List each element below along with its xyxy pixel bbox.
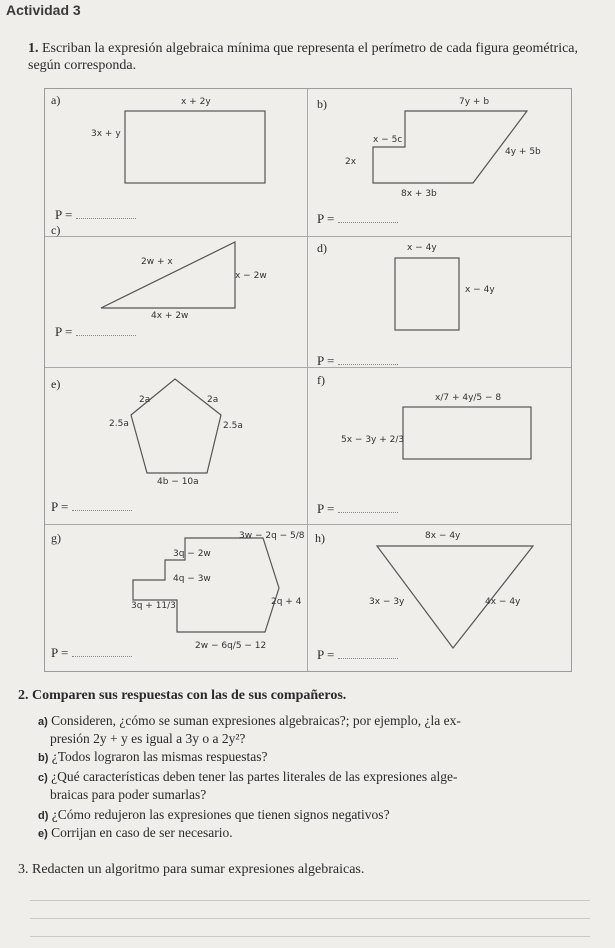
question-3-number: 3. xyxy=(18,862,29,877)
answer-line xyxy=(30,900,590,901)
figure-e-right-label: 2.5a xyxy=(223,421,243,431)
question-2-item: e) Corrijan en caso de ser necesario. xyxy=(38,825,233,840)
question-2-item: b) ¿Todos lograron las mismas respuestas? xyxy=(38,749,268,764)
figure-e-top-right-label: 2a xyxy=(207,395,219,405)
figure-e-perimeter: P = xyxy=(51,499,132,515)
figure-g-bottom-label: 2w − 6q/5 − 12 xyxy=(195,641,267,651)
question-2-number: 2. xyxy=(18,688,29,703)
figure-d-right-label: x − 4y xyxy=(465,285,495,295)
figure-b-perimeter: P = xyxy=(317,211,398,227)
figure-g-top-label: 3w − 2q − 5/8 xyxy=(239,531,305,541)
figure-g-letter: g) xyxy=(51,531,61,545)
figure-b-upper-left-label: x − 5c xyxy=(373,135,403,145)
question-2-item: d) ¿Cómo redujeron las expresiones que tienen signos negativos? xyxy=(38,807,390,822)
figure-a-letter: a) xyxy=(51,93,61,107)
figure-c-right-label: x − 2w xyxy=(235,271,267,281)
figure-d-square xyxy=(307,236,571,367)
figure-h-left-label: 3x − 3y xyxy=(369,597,405,607)
question-2-item: presión 2y + y es igual a 3y o a 2y²? xyxy=(50,731,246,746)
answer-line xyxy=(30,936,590,937)
figure-f-left-label: 5x − 3y + 2/3 xyxy=(341,435,405,445)
figure-e-letter: e) xyxy=(51,377,61,391)
figure-b-left-label: 2x xyxy=(345,157,357,167)
figure-e-bottom-label: 4b − 10a xyxy=(157,477,199,487)
figure-c-perimeter: P = xyxy=(55,324,136,340)
figure-f-perimeter: P = xyxy=(317,501,398,517)
figure-e-left-label: 2.5a xyxy=(109,419,129,429)
question-3-text: Redacten un algoritmo para sumar expresiones algebraicas. xyxy=(32,862,365,877)
figure-d-perimeter: P = xyxy=(317,353,398,369)
question-1 xyxy=(28,40,608,74)
figure-e-top-left-label: 2a xyxy=(139,395,151,405)
figure-h-perimeter: P = xyxy=(317,647,398,663)
figure-h-right-label: 4x − 4y xyxy=(485,597,521,607)
figure-g-left-label: 3q + 11/3 xyxy=(131,601,176,611)
figure-g-side-1-label: 3q − 2w xyxy=(173,549,211,559)
question-3 xyxy=(18,862,364,878)
figure-a-perimeter: P = xyxy=(55,207,136,223)
question-2-item: a) Consideren, ¿cómo se suman expresiones algebraicas?; por ejemplo, ¿la ex- xyxy=(38,713,461,728)
figure-b-letter: b) xyxy=(317,97,327,111)
figure-h-letter: h) xyxy=(315,531,325,545)
answer-line xyxy=(30,918,590,919)
question-1-number: 1. xyxy=(28,41,39,56)
figure-c-bottom-label: 4x + 2w xyxy=(151,311,189,321)
question-2 xyxy=(18,688,346,704)
question-2-item: c) ¿Qué características deben tener las partes literales de las expresiones alge- xyxy=(38,769,458,784)
figure-h-top-label: 8x − 4y xyxy=(425,531,461,541)
figure-d-top-label: x − 4y xyxy=(407,243,437,253)
figure-d-letter: d) xyxy=(317,241,327,255)
figure-c-letter: c) xyxy=(51,223,61,237)
figure-g-perimeter: P = xyxy=(51,645,132,661)
figure-b-bottom-label: 8x + 3b xyxy=(401,189,437,199)
figure-f-top-label: x/7 + 4y/5 − 8 xyxy=(435,393,502,403)
question-1-text: Escriban la expresión algebraica mínima que representa el perímetro de cada figura geométrica, según corresponda. xyxy=(28,41,579,73)
figure-c-left-label: 2w + x xyxy=(141,257,173,267)
figures-grid xyxy=(44,88,572,672)
figure-f-letter: f) xyxy=(317,373,325,387)
figure-g-side-2-label: 4q − 3w xyxy=(173,574,211,584)
figure-c-triangle xyxy=(45,236,307,367)
activity-title: Actividad 3 xyxy=(6,2,81,18)
question-2-text: Comparen sus respuestas con las de sus compañeros. xyxy=(32,688,347,703)
figure-b-right-label: 4y + 5b xyxy=(505,147,541,157)
figure-b-top-label: 7y + b xyxy=(459,97,490,107)
question-2-item: braicas para poder sumarlas? xyxy=(50,787,207,802)
figure-a-left-label: 3x + y xyxy=(91,129,121,139)
figure-g-right-label: 2q + 4 xyxy=(271,597,302,607)
figure-a-top-label: x + 2y xyxy=(181,97,211,107)
